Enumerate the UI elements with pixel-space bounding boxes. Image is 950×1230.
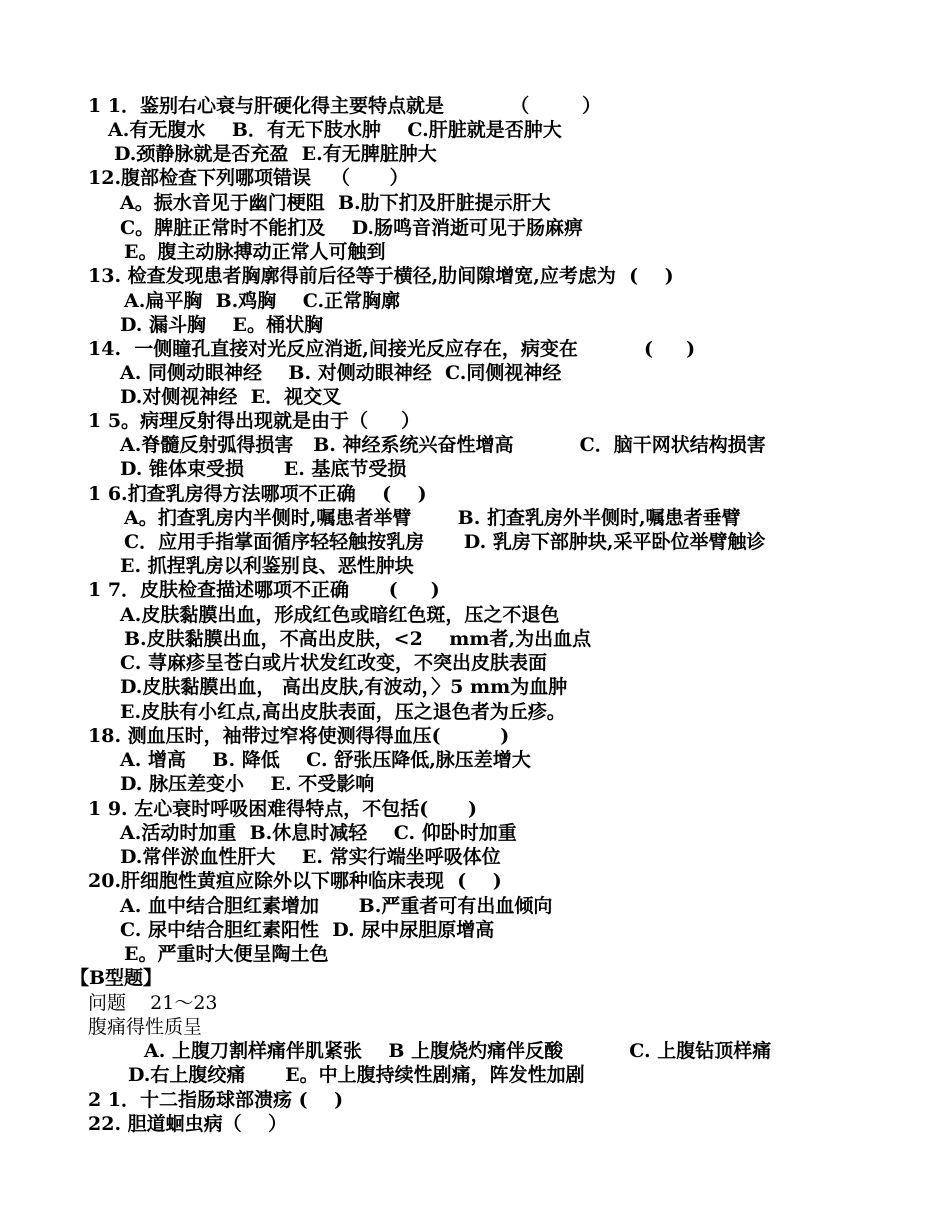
question-17-option-c: C. 荨麻疹呈苍白或片状发红改变，不突出皮肤表面 bbox=[120, 652, 548, 674]
question-16-option-e: E. 抓捏乳房以利鉴别良、恶性肿块 bbox=[120, 555, 414, 577]
question-16-stem: 1 6.扪查乳房得方法哪项不正确 ( ) bbox=[88, 483, 427, 505]
question-15-options-d-e: D. 锥体束受损 E. 基底节受损 bbox=[120, 458, 407, 480]
question-15-stem: 1 5。病理反射得出现就是由于（ ） bbox=[88, 410, 421, 432]
question-12-stem: 12.腹部检查下列哪项错误 （ ） bbox=[88, 167, 409, 189]
question-13-options-a-c: A.扁平胸 B.鸡胸 C.正常胸廓 bbox=[124, 290, 401, 312]
question-11-stem: 1 1．鉴别右心衰与肝硬化得主要特点就是 （ ） bbox=[88, 95, 602, 117]
question-16-options-c-d: C．应用手指掌面循序轻轻触按乳房 D. 乳房下部肿块,采平卧位举臂触诊 bbox=[124, 531, 766, 553]
question-20-stem: 20.肝细胞性黄疸应除外以下哪种临床表现 ( ) bbox=[88, 870, 502, 892]
group-options-d-e: D.右上腹绞痛 E。中上腹持续性剧痛，阵发性加剧 bbox=[128, 1064, 585, 1086]
question-14-options-d-e: D.对侧视神经 E．视交叉 bbox=[120, 386, 342, 408]
question-22-stem: 22. 胆道蛔虫病（ ） bbox=[88, 1113, 288, 1135]
question-11-options-d-e: D.颈静脉就是否充盈 E.有无脾脏肿大 bbox=[114, 143, 437, 165]
question-14-stem: 14. 一侧瞳孔直接对光反应消逝,间接光反应存在，病变在 ( ) bbox=[88, 338, 696, 360]
question-14-options-a-c: A. 同侧动眼神经 B. 对侧动眼神经 C.同侧视神经 bbox=[120, 362, 562, 384]
question-16-options-a-b: A。扪查乳房内半侧时,嘱患者举臂 B. 扪查乳房外半侧时,嘱患者垂臂 bbox=[124, 507, 741, 529]
group-options-a-c: A. 上腹刀割样痛伴肌紧张 B 上腹烧灼痛伴反酸 C. 上腹钻顶样痛 bbox=[144, 1040, 772, 1062]
question-12-options-a-b: A。振水音见于幽门梗阻 B.肋下扪及肝脏提示肝大 bbox=[120, 192, 551, 214]
question-18-options-a-c: A. 增高 B. 降低 C. 舒张压降低,脉压差增大 bbox=[120, 749, 531, 771]
question-17-option-b: B.皮肤黏膜出血，不高出皮肤，<2 mm者,为出血点 bbox=[124, 628, 592, 650]
question-11-options-a-c: A.有无腹水 B．有无下肢水肿 C.肝脏就是否肿大 bbox=[108, 119, 562, 141]
question-13-options-d-e: D. 漏斗胸 E。桶状胸 bbox=[120, 314, 323, 336]
question-17-stem: 1 7．皮肤检查描述哪项不正确 ( ) bbox=[88, 579, 440, 601]
question-group-label: 问题 21～23 bbox=[88, 992, 218, 1014]
question-12-option-e: E。腹主动脉搏动正常人可触到 bbox=[124, 241, 386, 263]
question-20-option-e: E。严重时大便呈陶土色 bbox=[124, 943, 329, 965]
section-heading-b-type: 【B型题】 bbox=[70, 967, 163, 989]
question-18-stem: 18. 测血压时，袖带过窄将使测得得血压( ) bbox=[88, 725, 510, 747]
question-20-options-a-b: A. 血中结合胆红素增加 B.严重者可有出血倾向 bbox=[120, 895, 553, 917]
question-15-options-a-c: A.脊髓反射弧得损害 B. 神经系统兴奋性增高 C．脑干网状结构损害 bbox=[120, 434, 766, 456]
question-17-option-e: E.皮肤有小红点,高出皮肤表面，压之退色者为丘疹。 bbox=[120, 701, 566, 723]
question-19-stem: 1 9. 左心衰时呼吸困难得特点，不包括( ) bbox=[88, 798, 477, 820]
question-17-option-a: A.皮肤黏膜出血，形成红色或暗红色斑，压之不退色 bbox=[120, 604, 560, 626]
question-17-option-d: D.皮肤黏膜出血， 高出皮肤,有波动，〉5 mm为血肿 bbox=[120, 676, 568, 698]
question-20-options-c-d: C. 尿中结合胆红素阳性 D. 尿中尿胆原增高 bbox=[120, 919, 495, 941]
question-18-options-d-e: D. 脉压差变小 E. 不受影响 bbox=[120, 773, 375, 795]
question-21-stem: 2 1．十二指肠球部溃疡 ( ) bbox=[88, 1089, 344, 1111]
question-group-prompt: 腹痛得性质呈 bbox=[88, 1016, 203, 1038]
question-19-options-d-e: D.常伴淤血性肝大 E. 常实行端坐呼吸体位 bbox=[120, 846, 501, 868]
question-19-options-a-c: A.活动时加重 B.休息时减轻 C. 仰卧时加重 bbox=[120, 822, 517, 844]
question-12-options-c-d: C。脾脏正常时不能扪及 D.肠鸣音消逝可见于肠麻痹 bbox=[120, 217, 583, 239]
question-13-stem: 13. 检查发现患者胸廓得前后径等于横径,肋间隙增宽,应考虑为 ( ) bbox=[88, 265, 674, 287]
